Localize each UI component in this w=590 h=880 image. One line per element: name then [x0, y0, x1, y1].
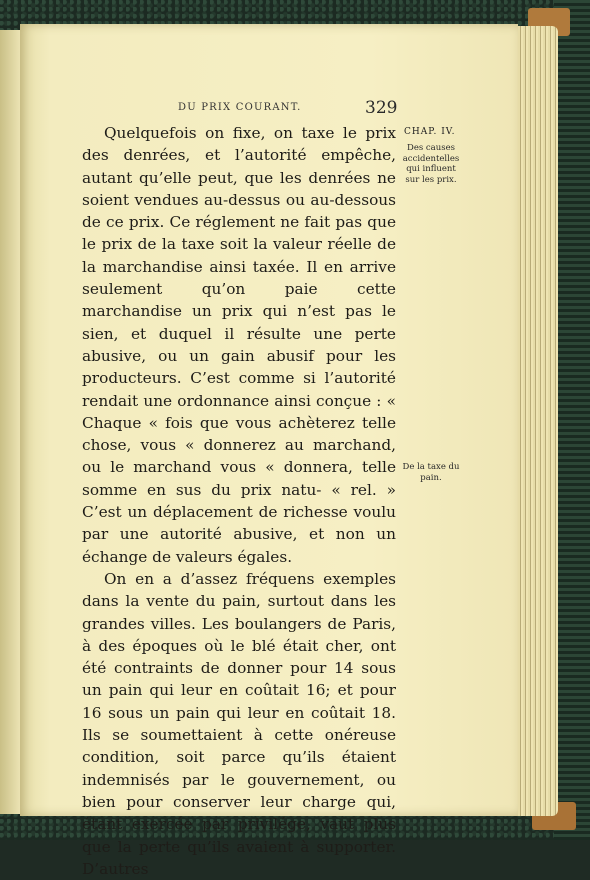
paragraph-1: Quelquefois on fixe, on taxe le prix des denrées, et l’autorité empêche, autant qu’elle peut, que les denrées ne soient vendues au-dessus ou au-dessous de ce prix. Ce réglement ne fait pas que le prix de la taxe soit la valeur réelle de la marchandise ainsi taxée. Il en arrive seulement qu’on paie cette marchandise un prix qui n’est pas le sien, et duquel il résulte une perte abusive, ou un gain abusif pour les producteurs. C’est comme si l’autorité rendait une ordonnance ainsi conçue : « Chaque « fois que vous achèterez telle chose, vous « donnerez au marchand, ou le marchand vous « donnera, telle somme en sus du prix natu- « rel. » C’est un déplacement de richesse voulu par une autorité abusive, et non un échange de valeurs égales.: [82, 124, 396, 566]
paragraph-2: On en a d’assez fréquens exemples dans la vente du pain, surtout dans les grandes villes. Les boulangers de Paris, à des époques où le blé était cher, ont été contraints de donner pour 14 sous un pain qui leur en coûtait 16; et pour 16 sous un pain qui leur en coûtait 18. Ils se soumettaient à cette onéreuse condition, soit parce qu’ils étaient indemnisés par le gouvernement, ou bien pour conserver leur charge qui, étant exercée par privilége, vaut plus que la perte qu’ils avaient à supporter. D’autres: [82, 569, 396, 878]
margin-note-taxe: De la taxe du pain.: [402, 462, 460, 483]
body-text: [82, 122, 396, 880]
page-number: 329: [365, 98, 398, 118]
margin-note-causes: Des causes accidentelles qui influent sur les prix.: [402, 143, 460, 185]
left-page-gutter: [0, 30, 22, 814]
cover-marbled-edge: [554, 0, 590, 840]
chapter-marker: CHAP. IV.: [404, 127, 456, 137]
running-head: DU PRIX COURANT.: [178, 102, 302, 113]
